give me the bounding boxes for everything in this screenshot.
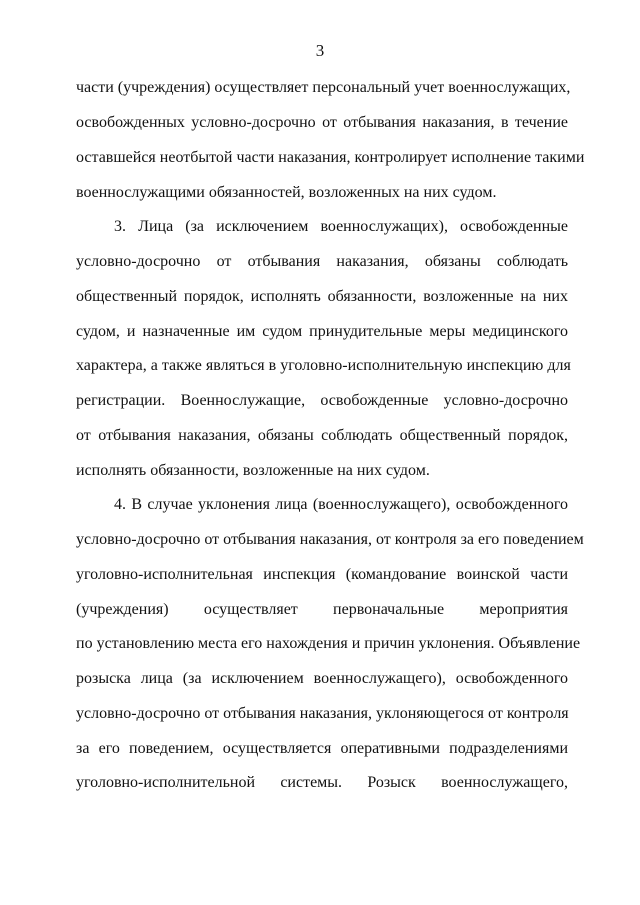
paragraph-3-first-line: 3. Лица (за исключением военнослужащих), освобожденные bbox=[114, 218, 568, 235]
text-line: освобожденных условно-досрочно от отбывания наказания, в течение bbox=[76, 114, 568, 131]
text-line: уголовно-исполнительная инспекция (командование воинской части bbox=[76, 566, 568, 583]
text-line: судом, и назначенные им судом принудительные меры медицинского bbox=[76, 323, 568, 340]
text-line: военнослужащими обязанностей, возложенных на них судом. bbox=[76, 184, 497, 201]
text-line: уголовно-исполнительной системы. Розыск военнослужащего, bbox=[76, 774, 568, 791]
text-line: общественный порядок, исполнять обязанности, возложенные на них bbox=[76, 288, 568, 305]
text-line: части (учреждения) осуществляет персональный учет военнослужащих, bbox=[76, 79, 571, 96]
text-line: по установлению места его нахождения и причин уклонения. Объявление bbox=[76, 635, 581, 652]
text-line: от отбывания наказания, обязаны соблюдать общественный порядок, bbox=[76, 427, 568, 444]
text-line: характера, а также являться в уголовно-исполнительную инспекцию для bbox=[76, 357, 571, 374]
text-line: (учреждения) осуществляет первоначальные мероприятия bbox=[76, 601, 568, 618]
text-line: условно-досрочно от отбывания наказания, обязаны соблюдать bbox=[76, 253, 568, 270]
text-line: розыска лица (за исключением военнослужащего), освобожденного bbox=[76, 670, 568, 687]
text-line: за его поведением, осуществляется оперативными подразделениями bbox=[76, 740, 568, 757]
text-line: оставшейся неотбытой части наказания, контролирует исполнение такими bbox=[76, 149, 585, 166]
text-line: условно-досрочно от отбывания наказания, уклоняющегося от контроля bbox=[76, 705, 569, 722]
page-number: 3 bbox=[315, 41, 325, 60]
text-line: регистрации. Военнослужащие, освобожденные условно-досрочно bbox=[76, 392, 568, 409]
paragraph-4-first-line: 4. В случае уклонения лица (военнослужащего), освобожденного bbox=[114, 496, 568, 513]
text-line: исполнять обязанности, возложенные на них судом. bbox=[76, 462, 430, 479]
text-line: условно-досрочно от отбывания наказания, от контроля за его поведением bbox=[76, 531, 584, 548]
